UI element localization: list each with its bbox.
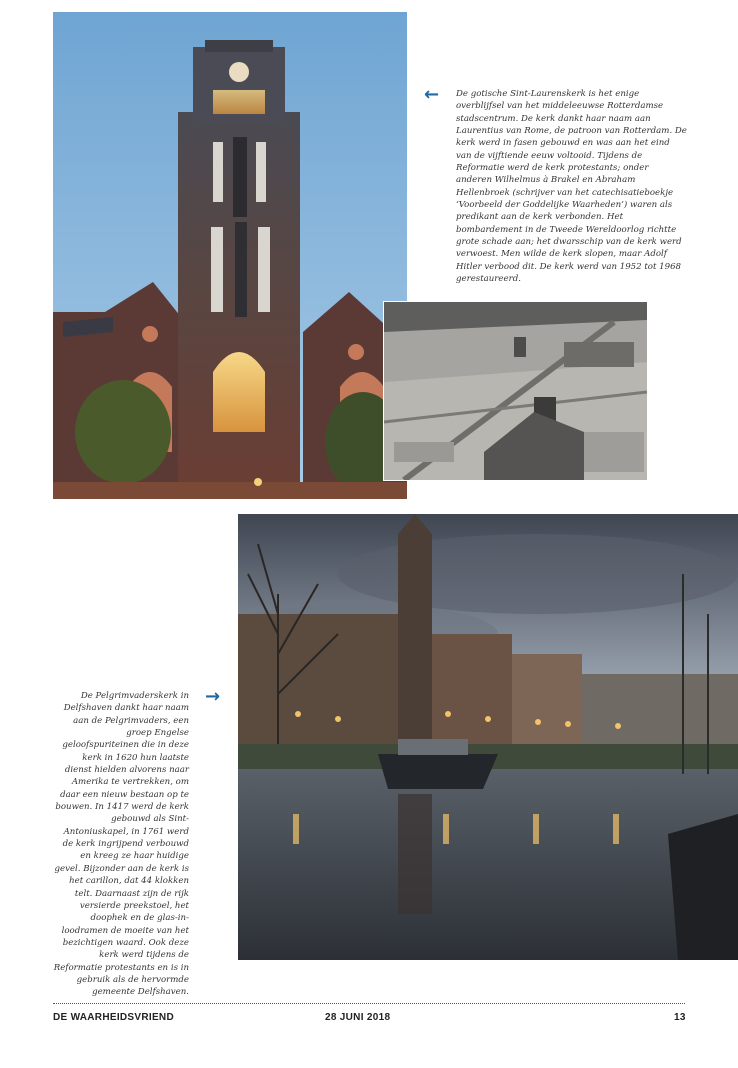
pelgrimvaderskerk-photo bbox=[238, 514, 738, 960]
laurenskerk-photo bbox=[53, 12, 407, 499]
footer-magazine-name: DE WAARHEIDSVRIEND bbox=[53, 1012, 174, 1023]
footer-page-number: 13 bbox=[674, 1012, 686, 1023]
arrow-left-icon: ← bbox=[424, 84, 440, 105]
arrow-right-icon: → bbox=[205, 686, 221, 707]
footer-divider bbox=[53, 1003, 685, 1004]
bombardment-aerial-photo bbox=[384, 302, 647, 480]
footer-date: 28 JUNI 2018 bbox=[325, 1012, 391, 1023]
laurenskerk-caption: De gotische Sint-Laurenskerk is het enige overblijfsel van het middeleeuwse Rotterdamse stadscentrum. De kerk dankt haar naam aan Laurentius van Rome, de patroon van Rotterdam. De kerk werd in fasen gebouwd en was aan het eind van de vijftiende eeuw voltooid. Tijdens de Reformatie werd de kerk protestants; onder anderen Wilhelmus à Brakel en Abraham Hellenbroek (schrijver van het catechisatieboekje ‘Voorbeeld der Goddelijke Waarheden’) waren als predikant aan de kerk verbonden. Het bombardement in de Tweede Wereldoorlog richtte grote schade aan; het dwarsschip van de kerk werd verwoest. Men wilde de kerk slopen, maar Adolf Hitler verbood dit. De kerk werd van 1952 tot 1968 gerestaureerd. bbox=[456, 89, 687, 285]
pelgrimvaderskerk-caption: De Pelgrimvaderskerk in Delfshaven dankt haar naam aan de Pelgrimvaders, een groep Engelse geloofspuriteinen die in deze kerk in 1620 hun laatste dienst hielden alvorens naar Amerika te vertrekken, om daar een nieuw bestaan op te bouwen. In 1417 werd de kerk gebouwd als Sint-Antoniuskapel, in 1761 werd de kerk ingrijpend verbouwd en kreeg ze haar huidige gevel. Bijzonder aan de kerk is het carillon, dat 44 klokken telt. Daarnaast zijn de rijk versierde preekstoel, het doophek en de glas-in-loodramen de moeite van het bezichtigen waard. Ook deze kerk werd tijdens de Reformatie protestants en is in gebruik als de hervormde gemeente Delfshaven. bbox=[53, 691, 189, 998]
